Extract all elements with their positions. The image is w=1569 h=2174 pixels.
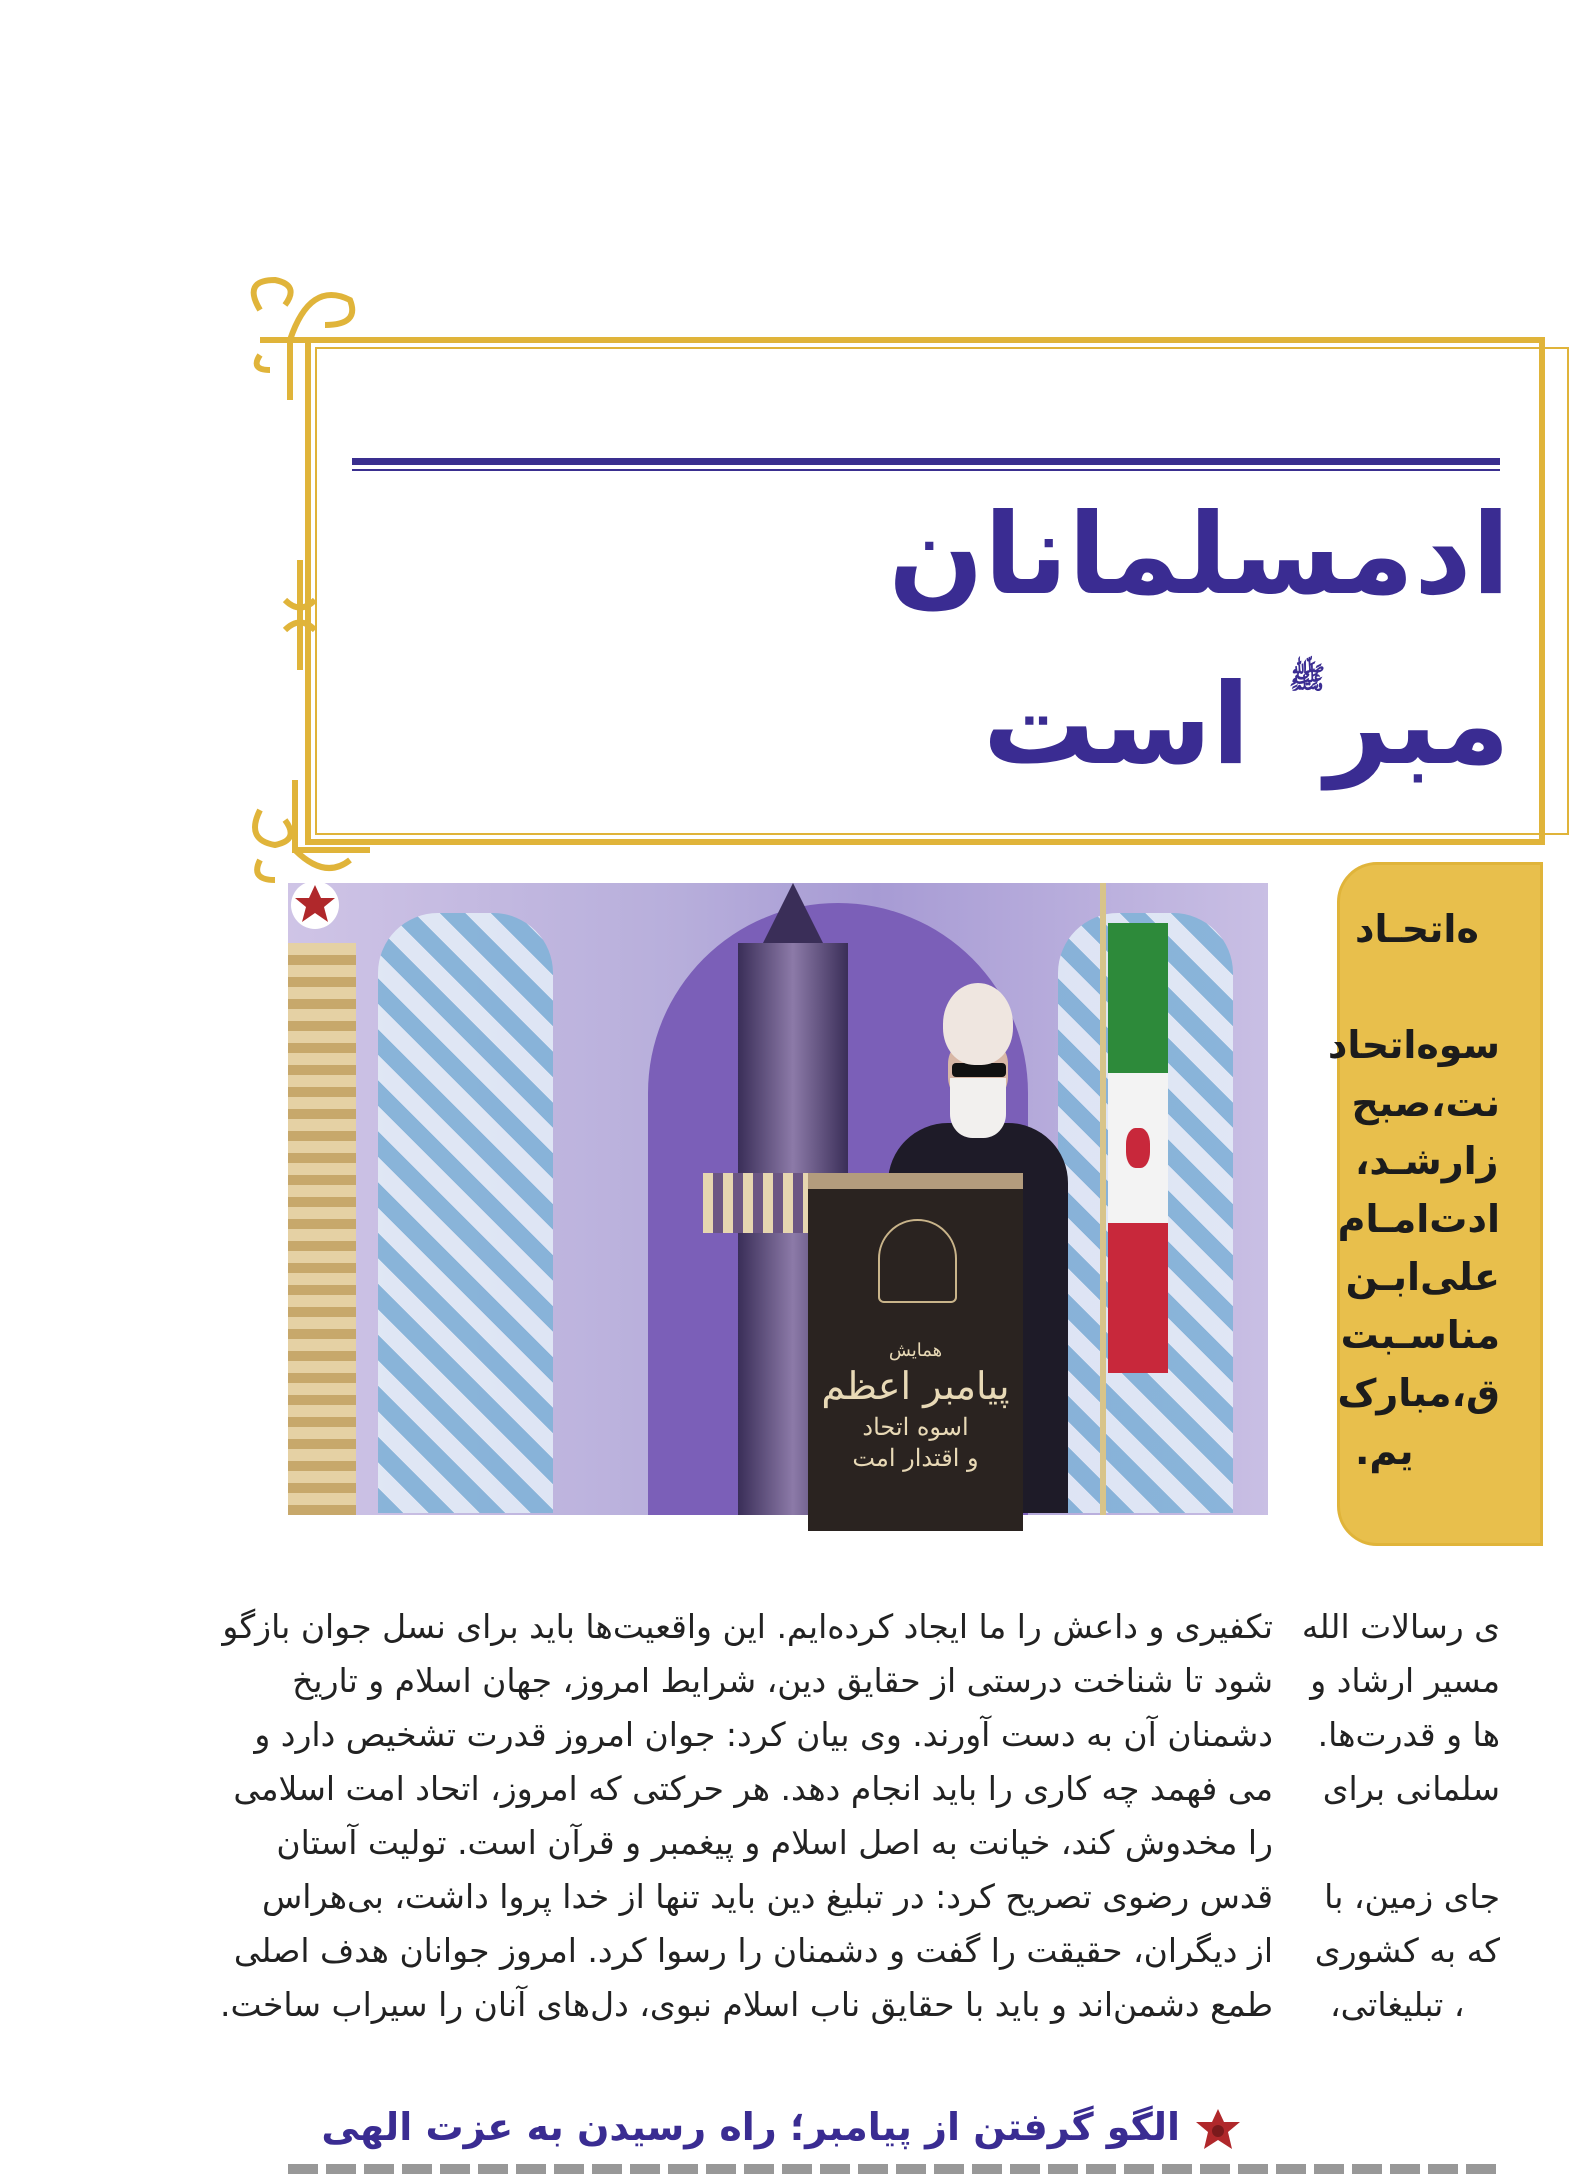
sidebar-text: ه‌اتحـاد سوه‌اتحاد نت،صبح ‌زارشـد، ادت‌امـام علی‌ابـن مناسـبت ق،مبارک یم.: [1327, 907, 1500, 1473]
body-line: ، تبلیغاتی،: [1330, 1985, 1465, 2024]
body-line: که به کشوری: [1314, 1931, 1500, 1970]
title-rule-thin: [352, 469, 1500, 471]
body-line: ی رسالات الله: [1301, 1607, 1500, 1646]
body-line: تکفیری و داعش را ما ایجاد کرده‌ایم. این واقعیت‌ها باید برای نسل جوان بازگو: [222, 1607, 1273, 1646]
podium-banner: همایش پیامبر اعظم اسوه اتحاد و اقتدار امت: [821, 1340, 1010, 1472]
body-line: ها و قدرت‌ها.: [1317, 1715, 1500, 1754]
headline-line-1: ادمسلمانان: [888, 490, 1510, 620]
tile-pattern-left: [378, 913, 553, 1513]
article-body-right-column: [1301, 1600, 1500, 2032]
title-rule: [352, 458, 1500, 465]
body-line: قدس رضوی تصریح کرد: در تبلیغ دین باید تنها از خدا پروا داشت، بی‌هراس: [262, 1877, 1273, 1916]
podium: [808, 1173, 1023, 1531]
ceremony-photo: [288, 883, 1268, 1515]
podium-seal-icon: [878, 1219, 957, 1303]
body-line: را مخدوش کند، خیانت به اصل اسلام و پیغمبر و قرآن است. تولیت آستان: [276, 1823, 1273, 1862]
flag-pole: [1100, 883, 1106, 1515]
iran-flag: [1108, 923, 1168, 1373]
body-line: [1330, 1816, 1500, 1870]
carved-panel: [288, 943, 356, 1515]
body-line: طمع دشمن‌اند و باید با حقایق ناب اسلام نبوی، دل‌های آنان را سیراب ساخت.: [220, 1985, 1273, 2024]
body-line: دشمنان آن به دست آورند. وی بیان کرد: جوان امروز قدرت تشخیص دارد و: [254, 1715, 1273, 1754]
flower-ornament-icon: [290, 880, 340, 930]
section-subheading: الگو گرفتن از پیامبر؛ راه رسیدن به عزت الهی: [321, 2105, 1180, 2149]
flag-emblem-icon: [1126, 1128, 1150, 1168]
body-line: جای زمین، با: [1324, 1877, 1500, 1916]
article-body: [220, 1600, 1273, 2032]
body-line: از دیگران، حقیقت را گفت و دشمنان را رسوا کرد. امروز جوانان هدف اصلی: [233, 1931, 1273, 1970]
turban: [943, 983, 1013, 1065]
body-line: سلمانی برای: [1322, 1769, 1500, 1808]
body-line: شود تا شناخت درستی از حقایق دین، شرایط امروز، جهان اسلام و تاریخ: [292, 1661, 1273, 1700]
next-line-cropped: [288, 2164, 1500, 2174]
honorific-mark: ﷺ: [1289, 661, 1326, 696]
headline-line-2: مبر$^ﷺ$ است: [982, 660, 1510, 790]
body-line: می فهمد چه کاری را باید انجام دهد. هر حرکتی که امروز، اتحاد امت اسلامی: [233, 1769, 1273, 1808]
body-line: مسیر ارشاد و: [1310, 1661, 1500, 1700]
